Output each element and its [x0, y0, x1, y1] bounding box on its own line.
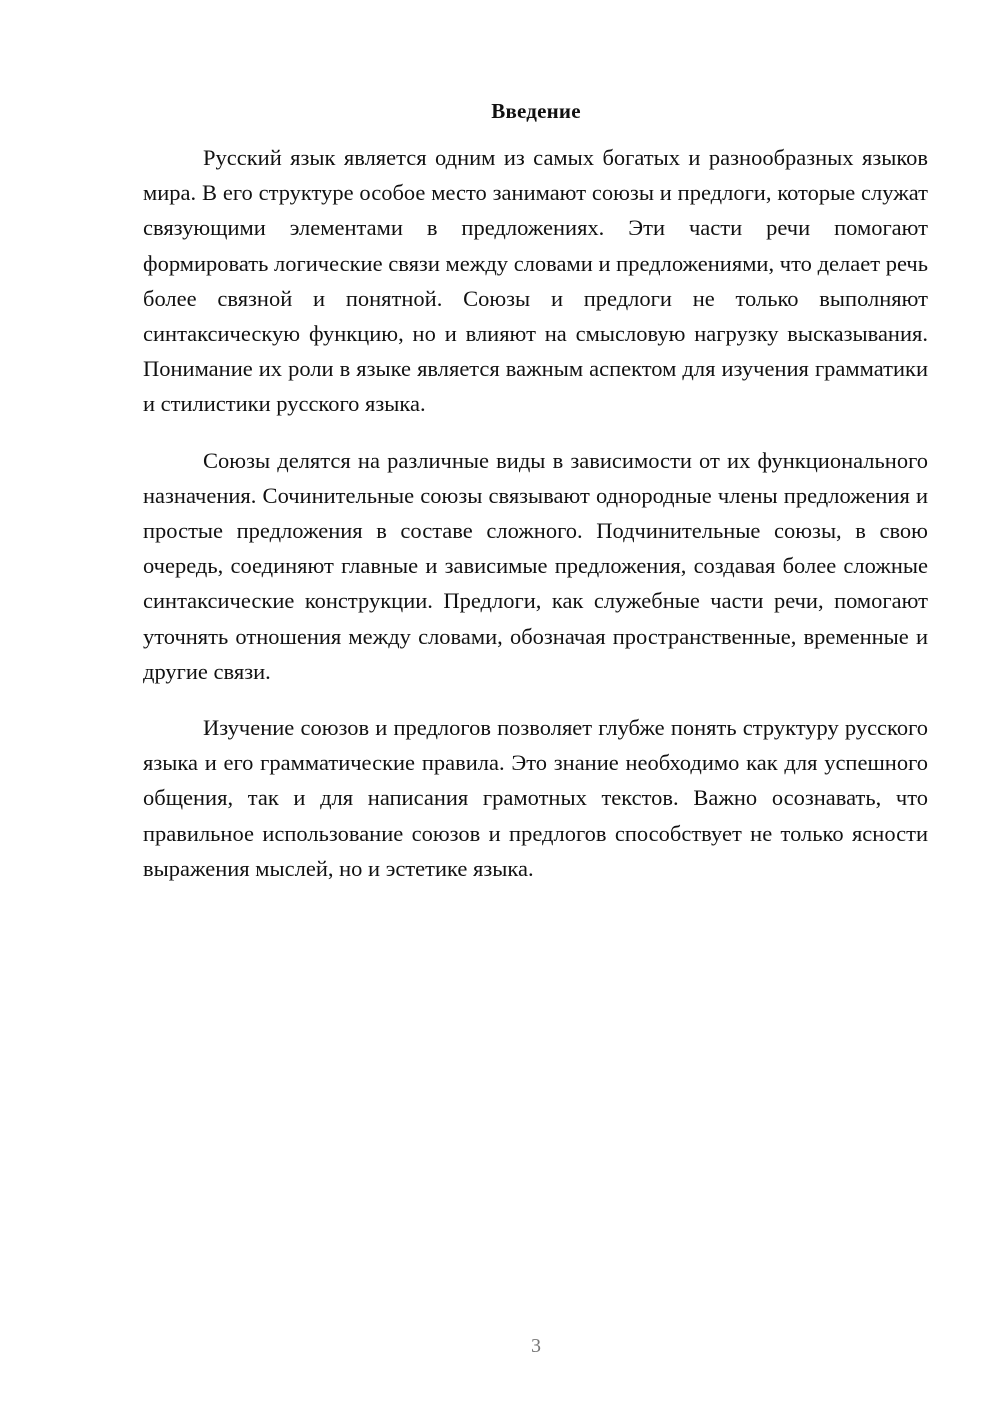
document-body	[143, 140, 928, 886]
paragraph: Союзы делятся на различные виды в зависимости от их функционального назначения. Сочинительные союзы связывают однородные члены предложения и простые предложения в составе сложного. Подчинительные союзы, в свою очередь, соединяют главные и зависимые предложения, создавая более сложные синтаксические конструкции. Предлоги, как служебные части речи, помогают уточнять отношения между словами, обозначая пространственные, временные и другие связи.	[143, 447, 928, 684]
paragraph: Русский язык является одним из самых богатых и разнообразных языков мира. В его структуре особое место занимают союзы и предлоги, которые служат связующими элементами в предложениях. Эти части речи помогают формировать логические связи между словами и предложениями, что делает речь более связной и понятной. Союзы и предлоги не только выполняют синтаксическую функцию, но и влияют на смысловую нагрузку высказывания. Понимание их роли в языке является важным аспектом для изучения грамматики и стилистики русского языка.	[143, 145, 928, 417]
paragraph: Изучение союзов и предлогов позволяет глубже понять структуру русского языка и его грамматические правила. Это знание необходимо как для успешного общения, так и для написания грамотных текстов. Важно осознавать, что правильное использование союзов и предлогов способствует не только ясности выражения мыслей, но и эстетике языка.	[143, 715, 928, 881]
section-title: Введение	[491, 99, 581, 123]
page-number: 3	[531, 1335, 541, 1357]
